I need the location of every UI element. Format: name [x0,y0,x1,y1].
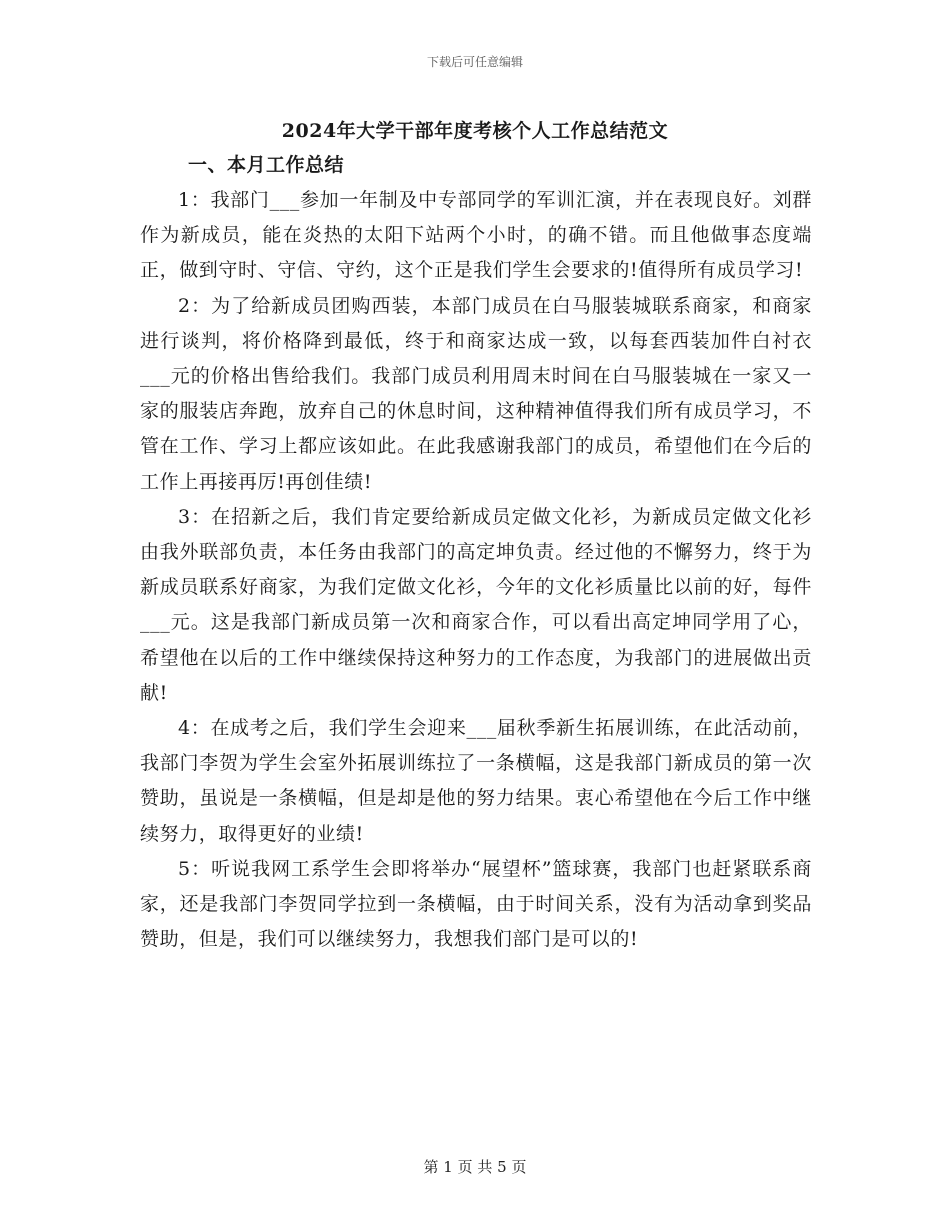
paragraph-3: 3：在招新之后，我们肯定要给新成员定做文化衫，为新成员定做文化衫由我外联部负责，本任务由我部门的高定坤负责。经过他的不懈努力，终于为新成员联系好商家，为我们定做文化衫，今年的文化衫质量比以前的好，每件___元。这是我部门新成员第一次和商家合作，可以看出高定坤同学用了心，希望他在以后的工作中继续保持这种努力的工作态度，为我部门的进展做出贡献! [140,505,812,704]
document-title: 2024年大学干部年度考核个人工作总结范文 [281,120,669,142]
paragraph-4: 4：在成考之后，我们学生会迎来___届秋季新生拓展训练，在此活动前，我部门李贺为学生会室外拓展训练拉了一条横幅，这是我部门新成员的第一次赞助，虽说是一条横幅，但是却是他的努力结果。衷心希望他在今后工作中继续努力，取得更好的业绩! [140,717,812,845]
section-heading: 一、本月工作总结 [188,154,345,176]
header-note: 下载后可任意编辑 [426,55,523,69]
page-footer: 第 1 页 共 5 页 [423,1158,527,1176]
paragraph-1: 1：我部门___参加一年制及中专部同学的军训汇演，并在表现良好。刘群作为新成员，能在炎热的太阳下站两个小时，的确不错。而且他做事态度端正，做到守时、守信、守约，这个正是我们学生会要求的!值得所有成员学习! [140,189,812,282]
document-body [140,183,812,957]
paragraph-5: 5：听说我网工系学生会即将举办“展望杯”篮球赛，我部门也赶紧联系商家，还是我部门李贺同学拉到一条横幅，由于时间关系，没有为活动拿到奖品赞助，但是，我们可以继续努力，我想我们部门是可以的! [140,857,812,951]
paragraph-2: 2：为了给新成员团购西装，本部门成员在白马服装城联系商家，和商家进行谈判，将价格降到最低，终于和商家达成一致，以每套西装加件白衬衣___元的价格出售给我们。我部门成员利用周末时间在白马服装城在一家又一家的服装店奔跑，放弃自己的休息时间，这种精神值得我们所有成员学习，不管在工作、学习上都应该如此。在此我感谢我部门的成员，希望他们在今后的工作上再接再厉!再创佳绩! [140,294,812,493]
